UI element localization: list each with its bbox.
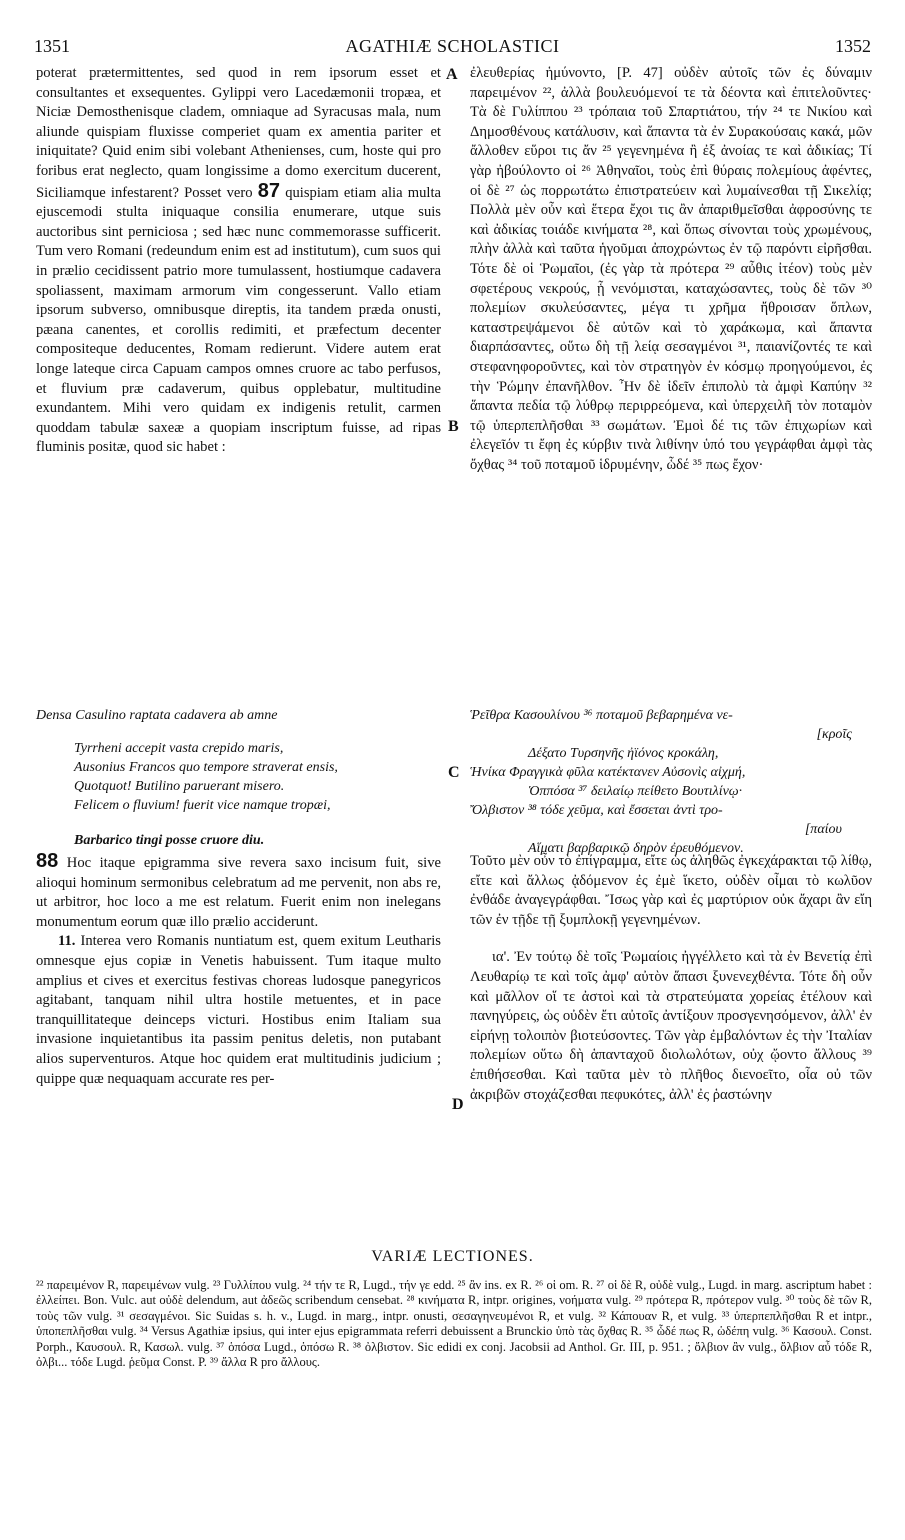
poem-line: Ὁππόσα ³⁷ δειλαίῳ πείθετο Βουτιλίνῳ· bbox=[528, 784, 743, 799]
margin-marker-a: A bbox=[446, 66, 458, 83]
latin-paragraph bbox=[36, 852, 441, 932]
greek-column-lower bbox=[470, 852, 872, 1105]
greek-paragraph: ἐλευθερίας ἡμύνοντο, [P. 47] οὐδὲν αὐτοῖς τῶν ἐς δύναμιν παρειμένον ²², ἀλλὰ βουλευόμενοί τε τὰ δέοντα καὶ ἐπιτελοῦντες· Τὰ δὲ Γυλίππου ²³ τρόπαια τοῦ Σπαρτιάτου, τήν ²⁴ τε Νικίου καὶ Δημοσθένους κατάλυσιν, καὶ ἅπαντα τὰ ἐν Συρακούσαις κακά, μῶν ἄλλοθεν εὕροι τις ἄν ²⁵ γεγενημένα ἢ ἐξ ἀνοίας τε καὶ ἀδικίας; Τί γὰρ ἠβούλοντο οἱ ²⁶ Ἀθηναῖοι, τοὺς ἐπὶ θύραις πολεμίους ἀφέντες, οἱ δὲ ²⁷ ὡς πορρωτάτω ἐπιστρατεύειν καὶ λυμαίνεσθαι τῇ Σικελίᾳ; Πολλὰ μὲν οὖν καὶ ἕτερα ἔχοι τις ἂν ἀπαριθμεῖσθαι ἀφροσύνης τε καὶ ἀδικίας τοιάδε κινήματα ²⁸, καὶ ὅπως σίνονται τοὺς χρωμένους, πλὴν ἀλλὰ καὶ ταῦτα ἡγοῦμαι ἀποχρώντως ἐν τῷ παρόντι εἰρῆσθαι. Τότε δὲ οἱ Ῥωμαῖοι, (ἐς γὰρ τὰ πρότερα ²⁹ αὖθις ἰτέον) τοὺς μὲν σφετέρους νεκρούς, ᾗ νενόμισται, καταχώσαντες, τοὺς δὲ τῶν ³⁰ πολεμίων σκυλεύσαντες, μέγα τι χρῆμα ἤθροισαν ὅπλων, καταστρεψάμενοι δὲ αὐτῶν καὶ τὸ χαράκωμα, καὶ ἅπαντα διαρπάσαντες, οὕτω δὴ τῇ λείᾳ σεσαγμένοι ³¹, παιανίζοντές τε καὶ στεφανηφοροῦντες, καὶ τὸν στρατηγὸν ἐν κόσμῳ προηγούμενοι, ἐς τὴν Ῥώμην ἐπανῆλθον. Ἦν δὲ ἰδεῖν ἐπιπολὺ τὰ ἀμφὶ Καπύην ³² ἅπαντα πεδία τῷ λύθρῳ περιρρεόμενα, καὶ ὑπερχειλῆ τὸν ποταμὸν τῷ ὑπερπεπλῆσθαι ³³ σωμάτων. Ἐμοὶ δέ τις τῶν ἐπιχωρίων καὶ ἐλεγεῖόν τι ἔφη ἐς κύρβιν τινὰ λιθίνην ὑπό του γεγράφθαι ἀμφὶ τὰς ὄχθας ³⁴ τοῦ ποταμοῦ ἱδρυμένην, ὧδέ ³⁵ πως ἔχον· bbox=[470, 65, 872, 473]
poem-line: Ἡνίκα Φραγγικὰ φῦλα κατέκτανεν Αὐσονὶς αἰχμή, bbox=[470, 765, 746, 780]
latin-column-lower bbox=[36, 852, 441, 1089]
running-title: AGATHIÆ SCHOLASTICI bbox=[345, 36, 560, 56]
poem-line: [κροῖς bbox=[816, 727, 852, 742]
poem-line: Barbarico tingi posse cruore diu. bbox=[74, 833, 265, 848]
poem-line: Δέξατο Τυρσηνῆς ἠϊόνος κροκάλη, bbox=[528, 746, 719, 761]
chapter-number: 11. bbox=[58, 933, 76, 950]
section-number-87: 87 bbox=[257, 179, 281, 202]
poem-line: Felicem o fluvium! fuerit vice namque tropæi, bbox=[74, 798, 331, 813]
variae-lectiones-notes: ²² παρειμένον R, παρειμένων vulg. ²³ Γυλλίπου vulg. ²⁴ τήν τε R, Lugd., τήν γε edd. ²⁵ ἂν ins. ex R. ²⁶ οἱ om. R. ²⁷ οἱ δὲ R, οὐδὲ vulg., Lugd. in marg. ascriptum habet : ἐλλείπει. Bon. Vulc. aut οὐδὲ delendum, aut ἀδεῶς scribendum censebat. ²⁸ κινήματα R, intpr. origines, νοήματα vulg. ²⁹ πρότερα R, πρότερον vulg. ³⁰ τοὺς δὲ τῶν R, τοὺς τῶν vulg. ³¹ σεσαγμένοι. Sic Suidas s. h. v., Lugd. in marg., intpr. onusti, σεσαγηνευμένοι R, et vulg. ³² Κάπουαν R, et vulg. ³³ ὑπερπεπλῆσθαι R et intpr., ὑποπεπλῆσθαι vulg. ³⁴ Versus Agathiæ ipsius, qui inter ejus epigrammata referri debuissent a Brunckio ὑπὸ τὰς ὄχθας R. ³⁵ ὧδέ πως R, ὡδέπη vulg. ³⁶ Κασουλ. Const. Porph., Καυσουλ. R, Κασωλ. vulg. ³⁷ ὁπόσα Lugd., ὁπόσω R. ³⁸ ὀλβιστον. Sic edidi ex conj. Jacobsii ad Anthol. Gr. III, p. 951. ; ὄλβιον ἂν vulg., ὄλβιον αὖ τόδε R, ὀλβι... τόδε Lugd. ῥεῦμα Const. P. ³⁹ ἄλλα R pro ἄλλους. bbox=[36, 1278, 872, 1370]
margin-marker-d: D bbox=[452, 1096, 464, 1113]
margin-marker-c: C bbox=[448, 764, 460, 781]
poem-line: Densa Casulino raptata cadavera ab amne bbox=[36, 708, 278, 723]
poem-line: Tyrrheni accepit vasta crepido maris, bbox=[74, 741, 284, 756]
latin-text: poterat prætermittentes, sed quod in rem ipsorum esset et consultantes et exsequentes. Gylippi vero Lacedæmonii tropæa, et Niciæ Demosthenisque cladem, omniaque ad Syracusas mala, num aliunde quispiam fluxisse comperiet quam ex amentia pariter et iniquitate? Quid enim sibi volebant Athenienses, cum, hoste qui pro foribus erat neglecto, quam longissime a domo exercitum ducerent, Siciliamque infestarent? Posset vero bbox=[36, 65, 441, 201]
latin-paragraph bbox=[36, 64, 441, 458]
poem-line: Ὄλβιστον ³⁸ τόδε χεῦμα, καὶ ἔσσεται ἀντὶ τρο- bbox=[470, 803, 723, 818]
page-number-right: 1352 bbox=[835, 36, 871, 56]
latin-text: Hoc itaque epigramma sive revera saxo incisum fuit, sive alioqui hominum sermonibus celebratum ad me pervenit, non abs re, ut arbitror, hoc loco a me est relatum. Fuerit enim non inelegans monumentum eorum quæ illo prælio acciderunt. bbox=[36, 855, 441, 930]
greek-column-upper bbox=[470, 64, 872, 475]
latin-text: Interea vero Romanis nuntiatum est, quem exitum Leutharis omnesque ejus copiæ in Venetis habuissent. Tum itaque multo amplius et cives et exercitus festivas choreas ludosque panegyricos agitabant, tanquam nihil ultra hostile metuentes, et in pace tranquillitateque deinceps victuri. Hostibus enim Italiam sua invasione inquietantibus ita passim penitus deletis, non putabant alios superventuros. Atque hoc quidem erat multitudinis judicium ; quippe quæ nequaquam accurate res per- bbox=[36, 933, 441, 1087]
greek-epigram bbox=[470, 706, 872, 858]
page-number-left: 1351 bbox=[34, 36, 70, 56]
latin-text: quispiam etiam alia multa ejuscemodi stulta iniquaque consilia enumerare, utque suis auctoribus sint perniciosa ; sed hæc nunc commemorasse sufficerit. Tum vero Romani (redeundum enim est ad institutum), cum suos qui in prælio cecidissent patrio more tumulassent, hostiumque cadavera spoliassent, maximam armorum vim congesserunt. Vallo etiam ipsorum subverso, omnibusque direptis, ita tandem præda onusti, pæana canentes, et corollis redimiti, et præfectum decenter compositeque deducentes, Romam redierunt. Videre autem erat longe lateque circa Capuam campos omnes cruore ac tabo perfusos, et fluvium præ cadaverum, quibus opplebatur, multitudine exundantem. Mihi vero quidam ex indigenis retulit, carmen quoddam tabulæ saxeæ a quopiam inscriptum fuisse, ad ripas fluminis positæ, quod sic habet : bbox=[36, 184, 441, 456]
variae-lectiones-heading: VARIÆ LECTIONES. bbox=[371, 1248, 534, 1265]
greek-paragraph: ια'. Ἐν τούτῳ δὲ τοῖς Ῥωμαίοις ἠγγέλλετο καὶ τὰ ἐν Βενετίᾳ ἐπὶ Λευθαρίῳ τε καὶ τοῖς ἀμφ' αὐτὸν ἅπασι ξυνενεχθέντα. Τότε δὴ οὖν καὶ μᾶλλον οἵ τε ἀστοὶ καὶ τὰ στρατεύματα χορείας ἐτέλουν καὶ πανηγύρεις, ὡς οὐδὲν ἔτι αὐτοῖς ἀντίξουν προσγενησόμενον, ἀλλ' ἐν εἰρήνῃ τολοιπὸν βιοτεύσοντες. Τῶν γὰρ ἐμβαλόντων ἐς τὴν Ἰταλίαν πολεμίων οὕτω δὴ ἁπανταχοῦ διολωλότων, οὐχ ᾤοντο ἄλλους ³⁹ ἐπιθήσεσθαι. Καὶ ταῦτα μὲν τὸ πλῆθος διενοεῖτο, οἷα οὐ τῶν ἀκριβῶν στοχάζεσθαι πεφυκότες, ἀλλ' ἐς ῥαστώνην bbox=[470, 949, 872, 1103]
poem-line: [παίου bbox=[804, 822, 842, 837]
latin-column-upper bbox=[36, 64, 441, 458]
greek-paragraph: Τοῦτο μὲν οὖν τὸ ἐπίγραμμα, εἴτε ὡς ἀληθῶς ἐγκεχάρακται τῷ λίθῳ, εἴτε καὶ ἄλλως ᾀδόμενον ἐς ἐμὲ ἵκετο, οὐδὲν οἶμαι τὸ κωλῦον ἐνθάδε ἀναγεγράφθαι. Ἴσως γὰρ καὶ ἐς μαρτύριον οὐκ ἄχαρι ἂν εἴη τῶν ἐν τῇδε τῇ ξυμπλοκῇ γεγενημένων. bbox=[470, 853, 872, 928]
latin-paragraph bbox=[36, 932, 441, 1089]
poem-line: Ausonius Francos quo tempore straverat ensis, bbox=[74, 760, 338, 775]
poem-line: Quotquot! Butilino paruerant misero. bbox=[74, 779, 285, 794]
running-header bbox=[34, 36, 871, 60]
poem-line: Αἵματι βαρβαρικῷ δηρὸν ἐρευθόμενον. bbox=[528, 841, 744, 856]
latin-epigram bbox=[36, 706, 441, 850]
poem-line: Ῥεῖθρα Κασουλίνου ³⁶ ποταμοῦ βεβαρημένα νε- bbox=[470, 708, 733, 723]
section-number-88: 88 bbox=[36, 850, 59, 872]
margin-marker-b: B bbox=[448, 418, 459, 435]
